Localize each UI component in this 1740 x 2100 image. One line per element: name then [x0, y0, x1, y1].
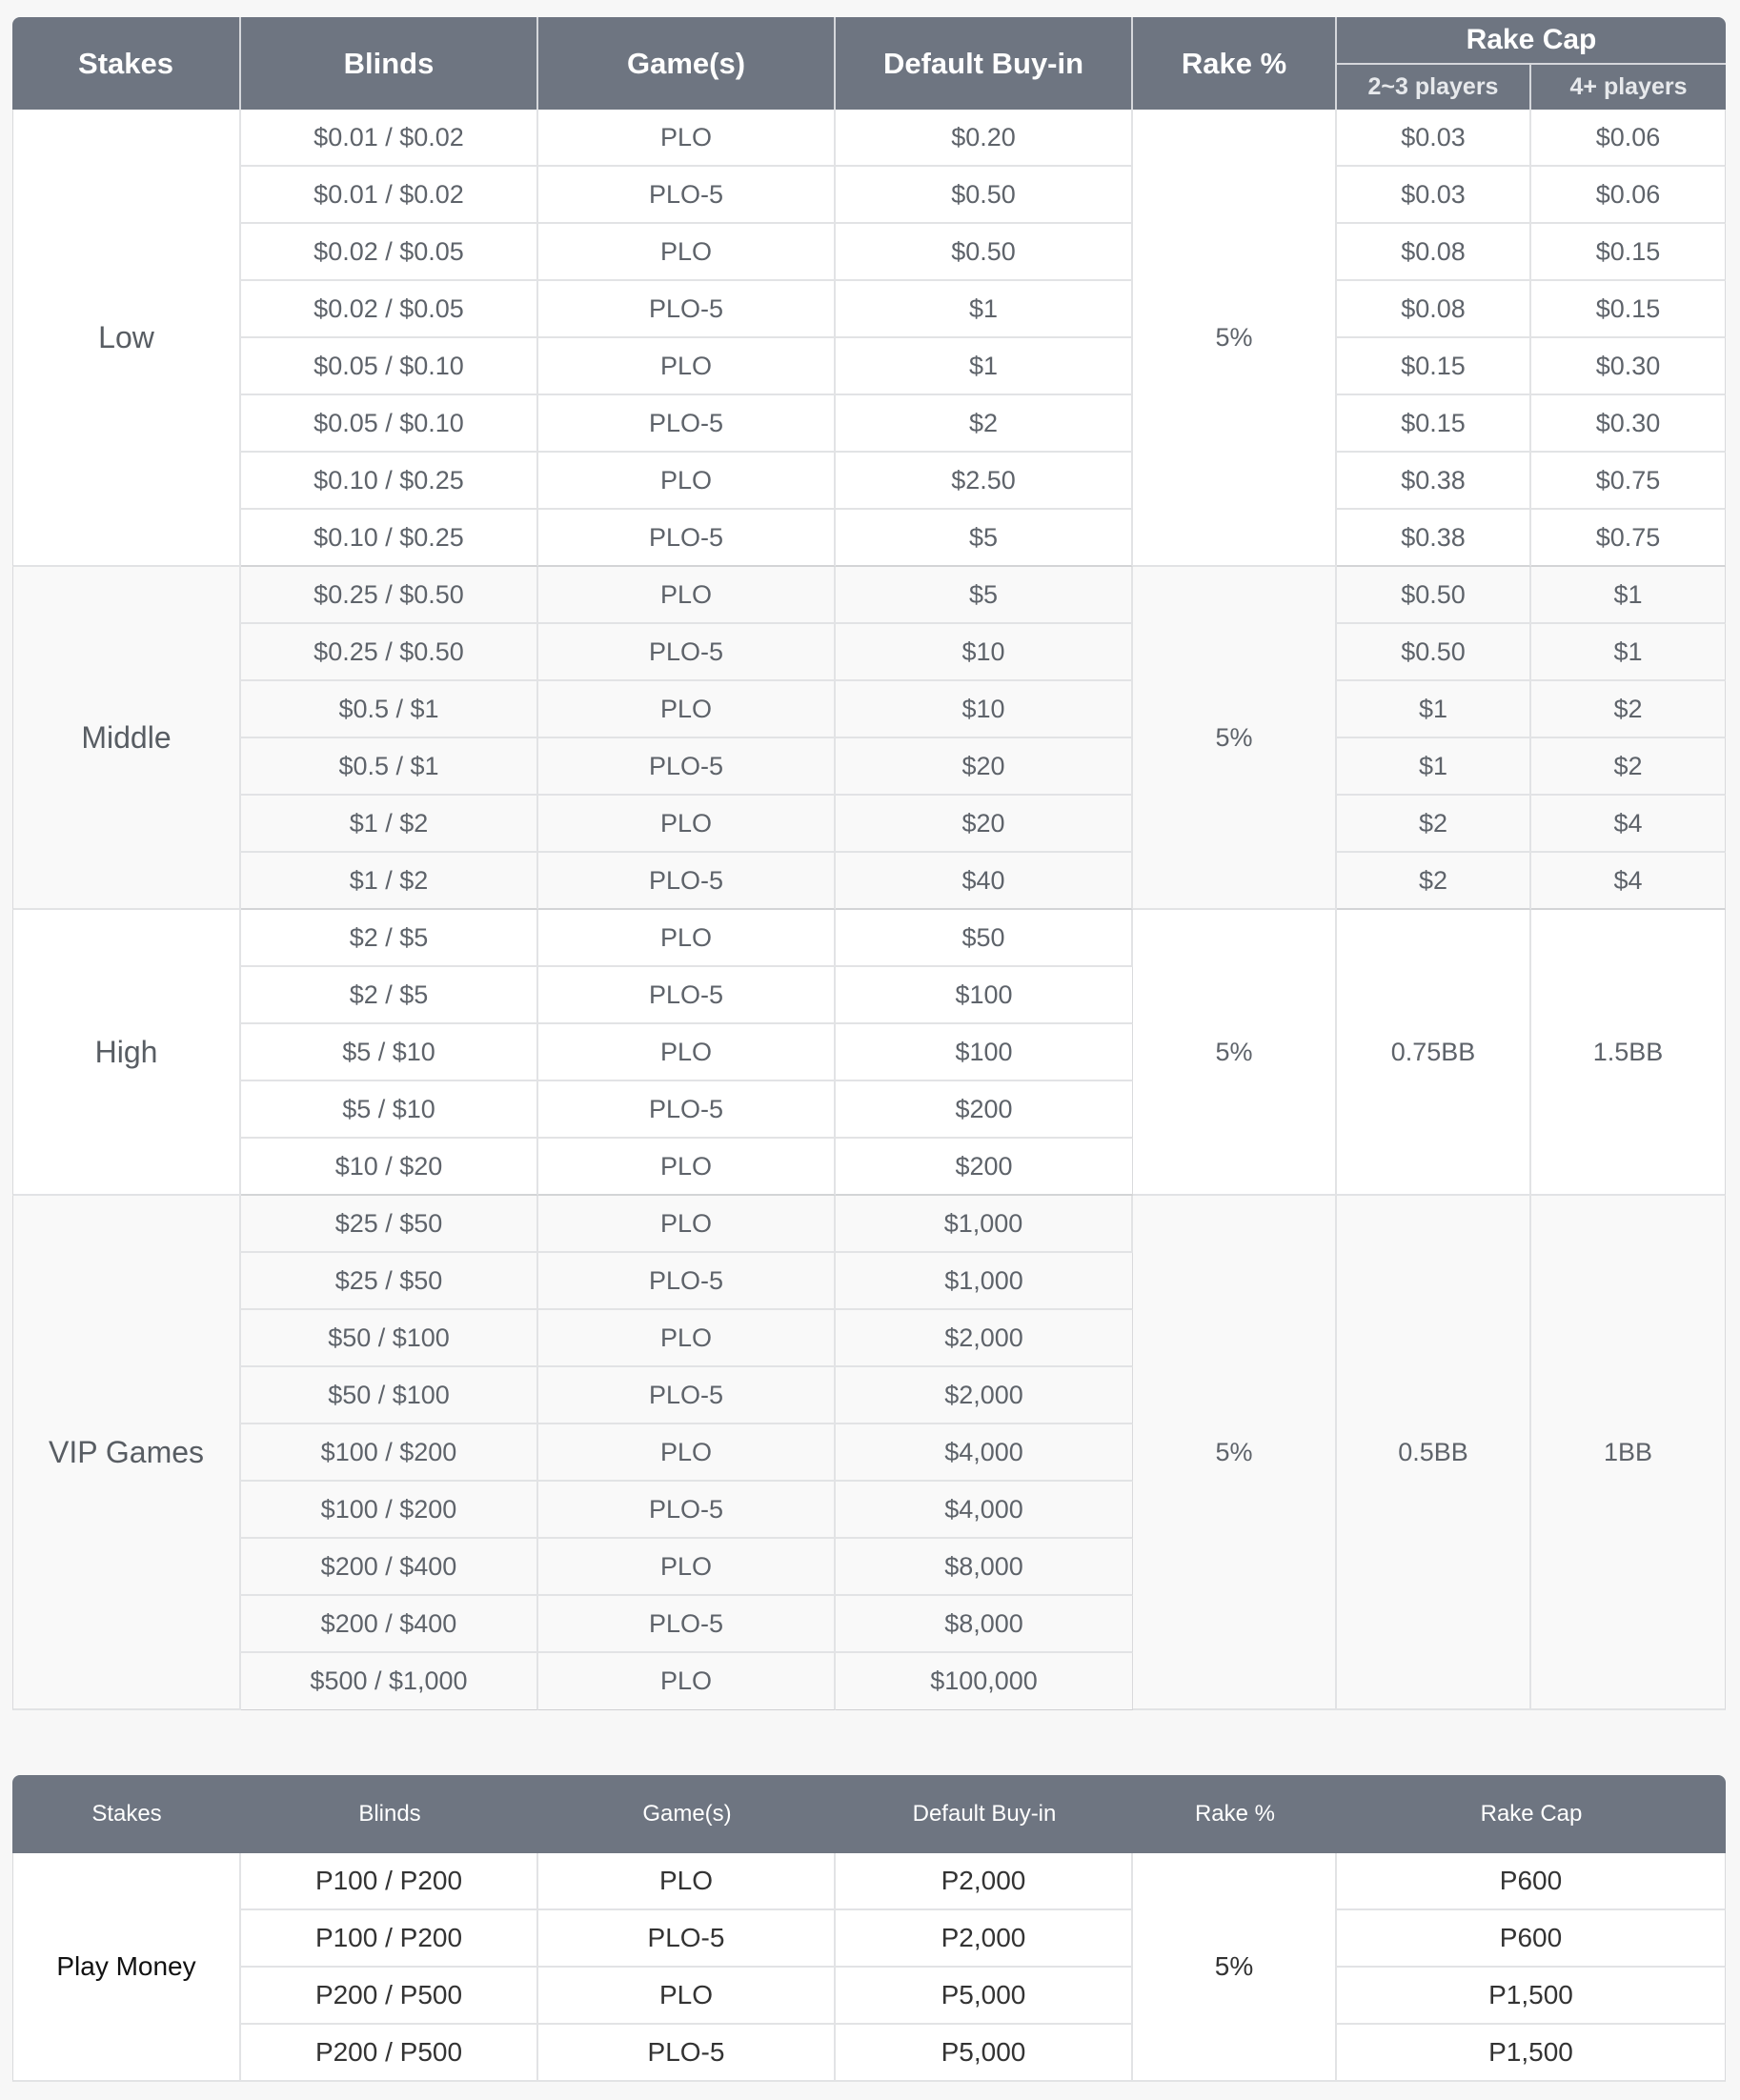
cap-2-3-cell: $0.15: [1337, 395, 1531, 453]
buyin-cell: $0.20: [836, 110, 1133, 167]
blinds-cell: $50 / $100: [241, 1310, 538, 1367]
blinds-cell: $200 / $400: [241, 1596, 538, 1653]
play-money-table: [12, 1775, 1726, 2082]
game-cell: PLO: [538, 1424, 836, 1482]
cap-4-plus-cell: $0.15: [1531, 281, 1726, 338]
blinds-cell: $0.10 / $0.25: [241, 510, 538, 567]
stakes-cell: Low: [12, 110, 241, 567]
stakes-cell: VIP Games: [12, 1196, 241, 1710]
buyin-cell: P2,000: [836, 1853, 1133, 1910]
cap-4-plus-cell: $0.75: [1531, 510, 1726, 567]
game-cell: PLO: [538, 338, 836, 395]
game-cell: PLO-5: [538, 1253, 836, 1310]
cap-2-3-cell: $0.03: [1337, 110, 1531, 167]
rake-table-body: [12, 110, 1726, 1710]
table-row: [12, 1853, 1726, 1910]
cap-2-3-cell: $0.15: [1337, 338, 1531, 395]
game-cell: PLO-5: [538, 738, 836, 796]
rake-table: [12, 17, 1726, 1710]
game-cell: PLO: [538, 1024, 836, 1081]
header-rake-pct: Rake %: [1133, 17, 1337, 110]
cap-4-plus-cell: 1.5BB: [1531, 910, 1726, 1196]
blinds-cell: $2 / $5: [241, 967, 538, 1024]
blinds-cell: $0.25 / $0.50: [241, 567, 538, 624]
game-cell: PLO-5: [538, 1367, 836, 1424]
header-stakes: Stakes: [12, 17, 241, 110]
cap-4-plus-cell: $0.30: [1531, 338, 1726, 395]
game-cell: PLO-5: [538, 853, 836, 910]
rake-pct-cell: 5%: [1133, 110, 1337, 567]
buyin-cell: $40: [836, 853, 1133, 910]
table-row: [12, 567, 1726, 624]
stakes-cell: High: [12, 910, 241, 1196]
play-money-table-header: [12, 1775, 1726, 1853]
blinds-cell: $0.05 / $0.10: [241, 338, 538, 395]
game-cell: PLO: [538, 453, 836, 510]
blinds-cell: P100 / P200: [241, 1853, 538, 1910]
buyin-cell: $5: [836, 510, 1133, 567]
table-row: [12, 1910, 1726, 1968]
blinds-cell: $10 / $20: [241, 1139, 538, 1196]
cap-4-plus-cell: $0.06: [1531, 110, 1726, 167]
header-stakes: Stakes: [12, 1775, 241, 1853]
cap-2-3-cell: $0.50: [1337, 567, 1531, 624]
table-row: [12, 510, 1726, 567]
game-cell: PLO: [538, 110, 836, 167]
header-blinds: Blinds: [241, 17, 538, 110]
table-row: [12, 2025, 1726, 2082]
table-row: [12, 110, 1726, 167]
buyin-cell: P2,000: [836, 1910, 1133, 1968]
cap-2-3-cell: 0.5BB: [1337, 1196, 1531, 1710]
cap-4-plus-cell: $2: [1531, 738, 1726, 796]
rake-pct-cell: 5%: [1133, 1196, 1337, 1710]
cap-4-plus-cell: $0.06: [1531, 167, 1726, 224]
game-cell: PLO-5: [538, 167, 836, 224]
table-row: [12, 1196, 1726, 1253]
cap-2-3-cell: $0.50: [1337, 624, 1531, 681]
rake-cap-cell: P600: [1337, 1853, 1726, 1910]
buyin-cell: $2: [836, 395, 1133, 453]
game-cell: PLO-5: [538, 2025, 836, 2082]
header-rake-cap: Rake Cap: [1337, 1775, 1726, 1853]
blinds-cell: $0.5 / $1: [241, 681, 538, 738]
table-row: [12, 624, 1726, 681]
table-row: [12, 167, 1726, 224]
buyin-cell: $100: [836, 967, 1133, 1024]
buyin-cell: $1,000: [836, 1253, 1133, 1310]
table-row: [12, 796, 1726, 853]
game-cell: PLO: [538, 1539, 836, 1596]
header-games: Game(s): [538, 1775, 836, 1853]
blinds-cell: $50 / $100: [241, 1367, 538, 1424]
table-row: [12, 453, 1726, 510]
buyin-cell: $200: [836, 1139, 1133, 1196]
table-row: [12, 395, 1726, 453]
blinds-cell: $5 / $10: [241, 1024, 538, 1081]
buyin-cell: $0.50: [836, 167, 1133, 224]
header-rake-cap: Rake Cap: [1337, 17, 1726, 63]
cap-2-3-cell: $1: [1337, 738, 1531, 796]
game-cell: PLO: [538, 1196, 836, 1253]
game-cell: PLO-5: [538, 967, 836, 1024]
game-cell: PLO: [538, 681, 836, 738]
game-cell: PLO: [538, 1310, 836, 1367]
game-cell: PLO-5: [538, 281, 836, 338]
game-cell: PLO-5: [538, 510, 836, 567]
blinds-cell: $25 / $50: [241, 1196, 538, 1253]
rake-pct-cell: 5%: [1133, 910, 1337, 1196]
blinds-cell: $0.02 / $0.05: [241, 281, 538, 338]
rake-cap-cell: P1,500: [1337, 2025, 1726, 2082]
header-buyin: Default Buy-in: [836, 17, 1133, 110]
buyin-cell: P5,000: [836, 2025, 1133, 2082]
table-row: [12, 224, 1726, 281]
stakes-cell: Play Money: [12, 1853, 241, 2082]
header-rake-pct: Rake %: [1133, 1775, 1337, 1853]
table-row: [12, 681, 1726, 738]
game-cell: PLO: [538, 910, 836, 967]
game-cell: PLO-5: [538, 624, 836, 681]
blinds-cell: $2 / $5: [241, 910, 538, 967]
game-cell: PLO: [538, 1853, 836, 1910]
stakes-cell: Middle: [12, 567, 241, 910]
cap-4-plus-cell: $1: [1531, 624, 1726, 681]
header-games: Game(s): [538, 17, 836, 110]
blinds-cell: $0.10 / $0.25: [241, 453, 538, 510]
table-row: [12, 1968, 1726, 2025]
buyin-cell: $0.50: [836, 224, 1133, 281]
buyin-cell: $4,000: [836, 1424, 1133, 1482]
cap-2-3-cell: $0.38: [1337, 510, 1531, 567]
buyin-cell: $8,000: [836, 1539, 1133, 1596]
blinds-cell: $25 / $50: [241, 1253, 538, 1310]
buyin-cell: $10: [836, 681, 1133, 738]
blinds-cell: $0.25 / $0.50: [241, 624, 538, 681]
blinds-cell: $0.5 / $1: [241, 738, 538, 796]
table-row: [12, 738, 1726, 796]
cap-4-plus-cell: $0.30: [1531, 395, 1726, 453]
buyin-cell: $2,000: [836, 1310, 1133, 1367]
cap-4-plus-cell: $0.75: [1531, 453, 1726, 510]
buyin-cell: $8,000: [836, 1596, 1133, 1653]
buyin-cell: $20: [836, 738, 1133, 796]
buyin-cell: $1: [836, 281, 1133, 338]
buyin-cell: $100,000: [836, 1653, 1133, 1710]
game-cell: PLO-5: [538, 1596, 836, 1653]
blinds-cell: $500 / $1,000: [241, 1653, 538, 1710]
cap-2-3-cell: $0.03: [1337, 167, 1531, 224]
blinds-cell: P200 / P500: [241, 2025, 538, 2082]
cap-4-plus-cell: 1BB: [1531, 1196, 1726, 1710]
table-row: [12, 910, 1726, 967]
cap-4-plus-cell: $2: [1531, 681, 1726, 738]
blinds-cell: $5 / $10: [241, 1081, 538, 1139]
rake-cap-cell: P600: [1337, 1910, 1726, 1968]
blinds-cell: $0.02 / $0.05: [241, 224, 538, 281]
table-row: [12, 853, 1726, 910]
cap-2-3-cell: 0.75BB: [1337, 910, 1531, 1196]
header-cap-4-plus-players: 4+ players: [1531, 63, 1726, 110]
blinds-cell: $100 / $200: [241, 1482, 538, 1539]
rake-table-header: [12, 17, 1726, 110]
blinds-cell: $1 / $2: [241, 853, 538, 910]
buyin-cell: $4,000: [836, 1482, 1133, 1539]
game-cell: PLO: [538, 567, 836, 624]
blinds-cell: $1 / $2: [241, 796, 538, 853]
blinds-cell: $0.01 / $0.02: [241, 167, 538, 224]
buyin-cell: $5: [836, 567, 1133, 624]
game-cell: PLO-5: [538, 395, 836, 453]
cap-4-plus-cell: $0.15: [1531, 224, 1726, 281]
game-cell: PLO-5: [538, 1482, 836, 1539]
header-buyin: Default Buy-in: [836, 1775, 1133, 1853]
blinds-cell: P200 / P500: [241, 1968, 538, 2025]
cap-2-3-cell: $2: [1337, 796, 1531, 853]
game-cell: PLO-5: [538, 1910, 836, 1968]
blinds-cell: $0.05 / $0.10: [241, 395, 538, 453]
header-cap-2-3-players: 2~3 players: [1337, 63, 1531, 110]
buyin-cell: $1,000: [836, 1196, 1133, 1253]
blinds-cell: $0.01 / $0.02: [241, 110, 538, 167]
game-cell: PLO: [538, 796, 836, 853]
cap-2-3-cell: $0.38: [1337, 453, 1531, 510]
game-cell: PLO: [538, 1653, 836, 1710]
cap-2-3-cell: $1: [1337, 681, 1531, 738]
buyin-cell: $50: [836, 910, 1133, 967]
buyin-cell: $20: [836, 796, 1133, 853]
cap-4-plus-cell: $1: [1531, 567, 1726, 624]
buyin-cell: $2.50: [836, 453, 1133, 510]
game-cell: PLO-5: [538, 1081, 836, 1139]
rake-pct-cell: 5%: [1133, 567, 1337, 910]
game-cell: PLO: [538, 224, 836, 281]
blinds-cell: P100 / P200: [241, 1910, 538, 1968]
table-row: [12, 281, 1726, 338]
cap-4-plus-cell: $4: [1531, 796, 1726, 853]
rake-pct-cell: 5%: [1133, 1853, 1337, 2082]
play-money-table-body: [12, 1853, 1726, 2082]
buyin-cell: $200: [836, 1081, 1133, 1139]
game-cell: PLO: [538, 1968, 836, 2025]
rake-cap-cell: P1,500: [1337, 1968, 1726, 2025]
header-blinds: Blinds: [241, 1775, 538, 1853]
game-cell: PLO: [538, 1139, 836, 1196]
buyin-cell: $1: [836, 338, 1133, 395]
buyin-cell: $100: [836, 1024, 1133, 1081]
table-row: [12, 338, 1726, 395]
buyin-cell: $2,000: [836, 1367, 1133, 1424]
cap-2-3-cell: $0.08: [1337, 281, 1531, 338]
buyin-cell: $10: [836, 624, 1133, 681]
blinds-cell: $200 / $400: [241, 1539, 538, 1596]
blinds-cell: $100 / $200: [241, 1424, 538, 1482]
buyin-cell: P5,000: [836, 1968, 1133, 2025]
cap-2-3-cell: $0.08: [1337, 224, 1531, 281]
cap-4-plus-cell: $4: [1531, 853, 1726, 910]
cap-2-3-cell: $2: [1337, 853, 1531, 910]
